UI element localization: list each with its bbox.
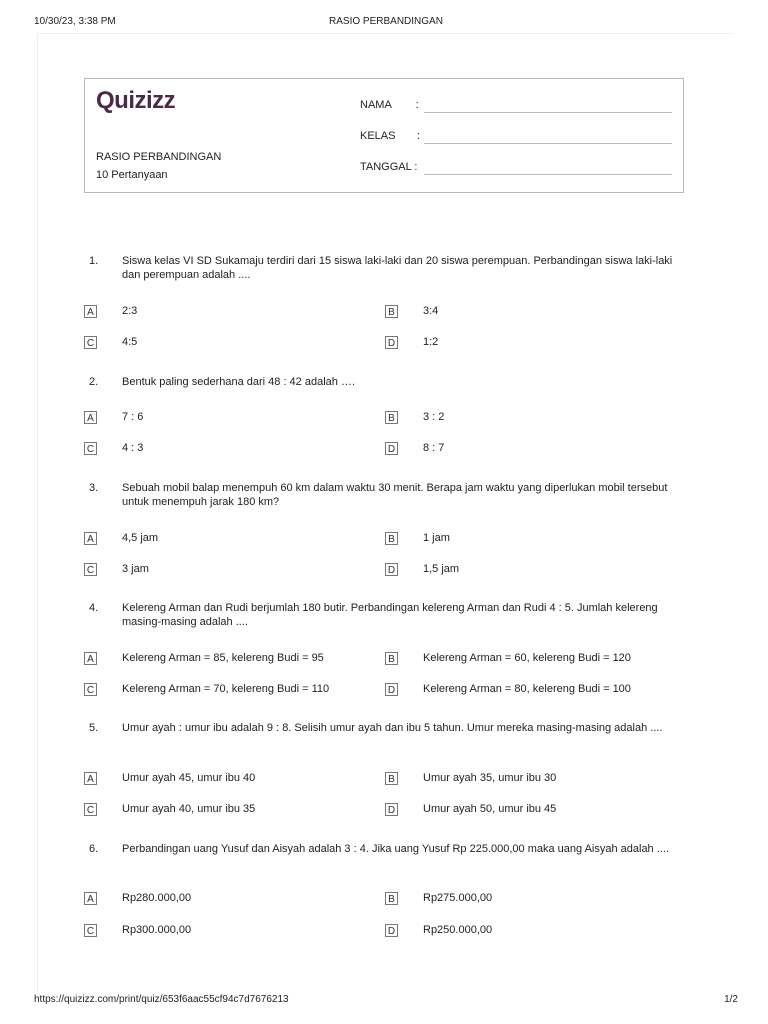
print-datetime: 10/30/23, 3:38 PM: [34, 16, 116, 27]
option-text: 1:2: [423, 336, 439, 348]
option-text: 4:5: [122, 336, 138, 348]
print-footer: [34, 994, 738, 1008]
option-text: 1,5 jam: [423, 563, 460, 575]
option-letter-box: A: [84, 411, 97, 424]
question-number: 6.: [89, 843, 99, 855]
question-number: 2.: [89, 376, 99, 388]
option-text: Umur ayah 50, umur ibu 45: [423, 803, 557, 815]
question-number: 1.: [89, 255, 99, 267]
option-text: Kelereng Arman = 60, kelereng Budi = 120: [423, 652, 631, 664]
question-text: Bentuk paling sederhana dari 48 : 42 adalah ….: [122, 376, 355, 388]
option-letter-box: C: [84, 336, 97, 349]
option-text: Rp280.000,00: [122, 892, 192, 904]
page-number: 1/2: [724, 994, 738, 1005]
option-letter-box: A: [84, 892, 97, 905]
quiz-info-box: [84, 78, 684, 193]
question-number: 5.: [89, 722, 99, 734]
class-blank-line: [424, 143, 672, 144]
option-text: Kelereng Arman = 80, kelereng Budi = 100: [423, 683, 631, 695]
option-letter-box: A: [84, 772, 97, 785]
question-text: Sebuah mobil balap menempuh 60 km dalam waktu 30 menit. Berapa jam waktu yang diperlukan mobil tersebut untuk menempuh jarak 180 km?: [122, 482, 668, 508]
option-text: 3 jam: [122, 563, 149, 575]
option-letter-box: A: [84, 305, 97, 318]
print-doc-title: RASIO PERBANDINGAN: [329, 16, 443, 27]
option-letter-box: C: [84, 683, 97, 696]
option-letter-box: B: [385, 411, 398, 424]
quizizz-logo: Quizizz: [96, 87, 176, 114]
option-text: 1 jam: [423, 532, 450, 544]
date-blank-line: [424, 174, 672, 175]
option-text: Rp275.000,00: [423, 892, 493, 904]
option-letter-box: A: [84, 652, 97, 665]
option-letter-box: B: [385, 305, 398, 318]
option-letter-box: D: [385, 924, 398, 937]
page-margin-line: [37, 33, 38, 992]
option-text: Kelereng Arman = 70, kelereng Budi = 110: [122, 683, 330, 695]
print-url: https://quizizz.com/print/quiz/653f6aac55cf94c7d7676213: [34, 994, 289, 1005]
class-field: [360, 130, 672, 146]
option-letter-box: B: [385, 772, 398, 785]
page-divider: [38, 33, 732, 34]
question-number: 4.: [89, 602, 99, 614]
option-text: 3 : 2: [423, 411, 445, 423]
option-text: Rp300.000,00: [122, 924, 192, 936]
name-blank-line: [424, 112, 672, 113]
option-letter-box: D: [385, 442, 398, 455]
option-text: 4 : 3: [122, 442, 144, 454]
print-header: [34, 16, 738, 30]
quiz-title: RASIO PERBANDINGAN: [96, 151, 222, 163]
option-letter-box: D: [385, 803, 398, 816]
option-text: 2:3: [122, 305, 138, 317]
name-label: NAMA :: [360, 99, 419, 111]
class-label: KELAS :: [360, 130, 420, 142]
option-text: 7 : 6: [122, 411, 144, 423]
option-letter-box: A: [84, 532, 97, 545]
question-number: 3.: [89, 482, 99, 494]
option-letter-box: B: [385, 652, 398, 665]
option-text: Umur ayah 45, umur ibu 40: [122, 772, 256, 784]
date-field: [360, 161, 672, 177]
question-text: Umur ayah : umur ibu adalah 9 : 8. Selisih umur ayah dan ibu 5 tahun. Umur mereka masing-masing adalah ....: [122, 722, 663, 734]
option-text: Umur ayah 40, umur ibu 35: [122, 803, 256, 815]
question-text: Siswa kelas VI SD Sukamaju terdiri dari 15 siswa laki-laki dan 20 siswa perempuan. Perbandingan siswa laki-laki dan perempuan adalah ....: [122, 255, 673, 281]
option-letter-box: B: [385, 892, 398, 905]
option-text: 4,5 jam: [122, 532, 159, 544]
option-letter-box: D: [385, 336, 398, 349]
question-count: 10 Pertanyaan: [96, 169, 168, 181]
name-field: [360, 99, 672, 115]
option-text: 3:4: [423, 305, 439, 317]
option-letter-box: D: [385, 563, 398, 576]
option-letter-box: C: [84, 924, 97, 937]
option-letter-box: B: [385, 532, 398, 545]
option-text: 8 : 7: [423, 442, 445, 454]
option-letter-box: C: [84, 803, 97, 816]
option-letter-box: C: [84, 442, 97, 455]
date-label: TANGGAL :: [360, 161, 418, 173]
option-text: Rp250.000,00: [423, 924, 493, 936]
option-letter-box: D: [385, 683, 398, 696]
option-text: Kelereng Arman = 85, kelereng Budi = 95: [122, 652, 324, 664]
question-text: Kelereng Arman dan Rudi berjumlah 180 butir. Perbandingan kelereng Arman dan Rudi 4 : 5. Jumlah kelereng masing-masing adalah ....: [122, 602, 658, 628]
option-text: Umur ayah 35, umur ibu 30: [423, 772, 557, 784]
question-text: Perbandingan uang Yusuf dan Aisyah adalah 3 : 4. Jika uang Yusuf Rp 225.000,00 maka uang Aisyah adalah ....: [122, 843, 669, 855]
option-letter-box: C: [84, 563, 97, 576]
